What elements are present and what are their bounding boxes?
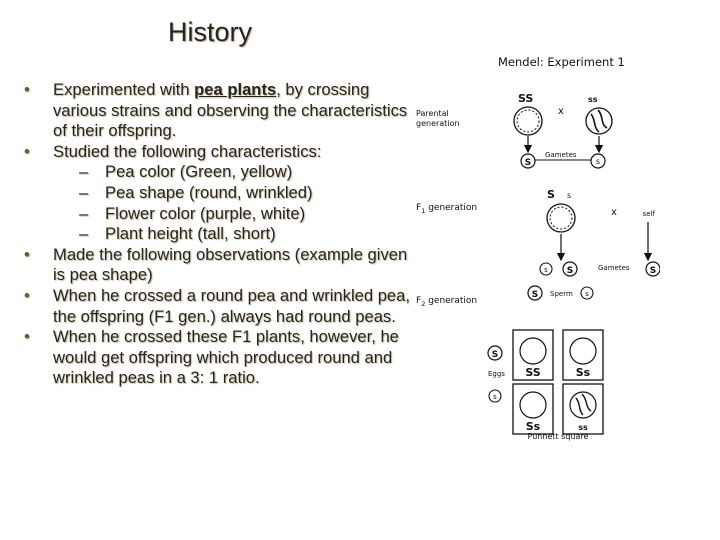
sub-bullet-plant-height: – Plant height (tall, short) bbox=[22, 224, 410, 245]
f1-gamete-dominant-left-allele: S bbox=[566, 266, 574, 276]
sperm-dominant-allele: S bbox=[531, 290, 539, 300]
mendel-experiment-diagram bbox=[410, 48, 660, 443]
parental-label: Parental bbox=[416, 109, 449, 118]
parent-round-genotype: SS bbox=[518, 92, 534, 105]
sub-bullet-pea-color: – Pea color (Green, yellow) bbox=[22, 162, 410, 183]
f1-genotype-dominant: S bbox=[547, 188, 555, 201]
cross-symbol-parental: x bbox=[558, 106, 564, 117]
f1-generation-label: $F_1$ generation bbox=[416, 203, 478, 215]
pea-plants-emphasis: pea plants bbox=[194, 80, 277, 99]
sperm-recessive-allele: s bbox=[585, 290, 589, 298]
eggs-label: Eggs bbox=[488, 370, 505, 378]
slide-title: History bbox=[168, 17, 253, 47]
cross-symbol-f1: x bbox=[611, 207, 617, 218]
bullet-list bbox=[22, 80, 410, 389]
parent-wrinkled-genotype: ss bbox=[588, 95, 598, 104]
punnett-round-pea-2 bbox=[570, 338, 596, 364]
f1-round-pea-icon bbox=[547, 204, 575, 232]
f2-generation-label: $F_2$ generation bbox=[416, 296, 478, 308]
egg-dominant-allele: S bbox=[491, 350, 499, 360]
punnett-square bbox=[513, 330, 603, 434]
punnett-round-pea-3 bbox=[520, 392, 546, 418]
gamete-recessive-allele: s bbox=[595, 157, 601, 166]
punnett-round-pea-1 bbox=[520, 338, 546, 364]
bullet-text-post: , by crossing various strains and observing the characteristics of their offspring. bbox=[53, 80, 408, 141]
sub-bullet-flower-color: – Flower color (purple, white) bbox=[22, 204, 410, 225]
f1-gamete-recessive-left-allele: s bbox=[544, 266, 548, 274]
bullet-round-wrinkled-cross: • When he crossed a round pea and wrinkled pea, the offspring (F1 gen.) always had round peas. bbox=[22, 286, 410, 327]
bullet-pea-plants bbox=[22, 80, 410, 142]
round-pea-icon bbox=[514, 107, 542, 135]
gamete-dominant-allele: S bbox=[524, 158, 532, 168]
punnett-cell-label-4: ss bbox=[578, 423, 588, 432]
gametes-label-2: Gametes bbox=[598, 264, 630, 272]
gametes-label-1: Gametes bbox=[545, 151, 577, 159]
punnett-cell-label-1: SS bbox=[525, 366, 541, 379]
bullet-text-pre: Experimented with bbox=[53, 80, 195, 99]
f1-genotype-recessive: s bbox=[567, 191, 572, 200]
bullet-f1-cross-ratio: • When he crossed these F1 plants, however, he would get offspring which produced round and wrinkled peas in a 3: 1 ratio. bbox=[22, 327, 410, 389]
self-label: self bbox=[642, 210, 655, 218]
punnett-caption: Punnett square bbox=[527, 432, 589, 441]
figure-title: Mendel: Experiment 1 bbox=[498, 55, 625, 69]
sub-bullet-pea-shape: – Pea shape (round, wrinkled) bbox=[22, 183, 410, 204]
bullet-characteristics: • Studied the following characteristics: bbox=[22, 142, 410, 163]
egg-recessive-allele: s bbox=[493, 393, 497, 401]
punnett-cell-label-3: Ss bbox=[525, 420, 541, 433]
sperm-label: Sperm bbox=[550, 290, 573, 298]
parental-generation-label: generation bbox=[416, 119, 460, 128]
punnett-cell-label-2: Ss bbox=[575, 366, 591, 379]
f1-gamete-dominant-right-allele: S bbox=[649, 266, 657, 276]
bullet-observations: • Made the following observations (example given is pea shape) bbox=[22, 245, 410, 286]
